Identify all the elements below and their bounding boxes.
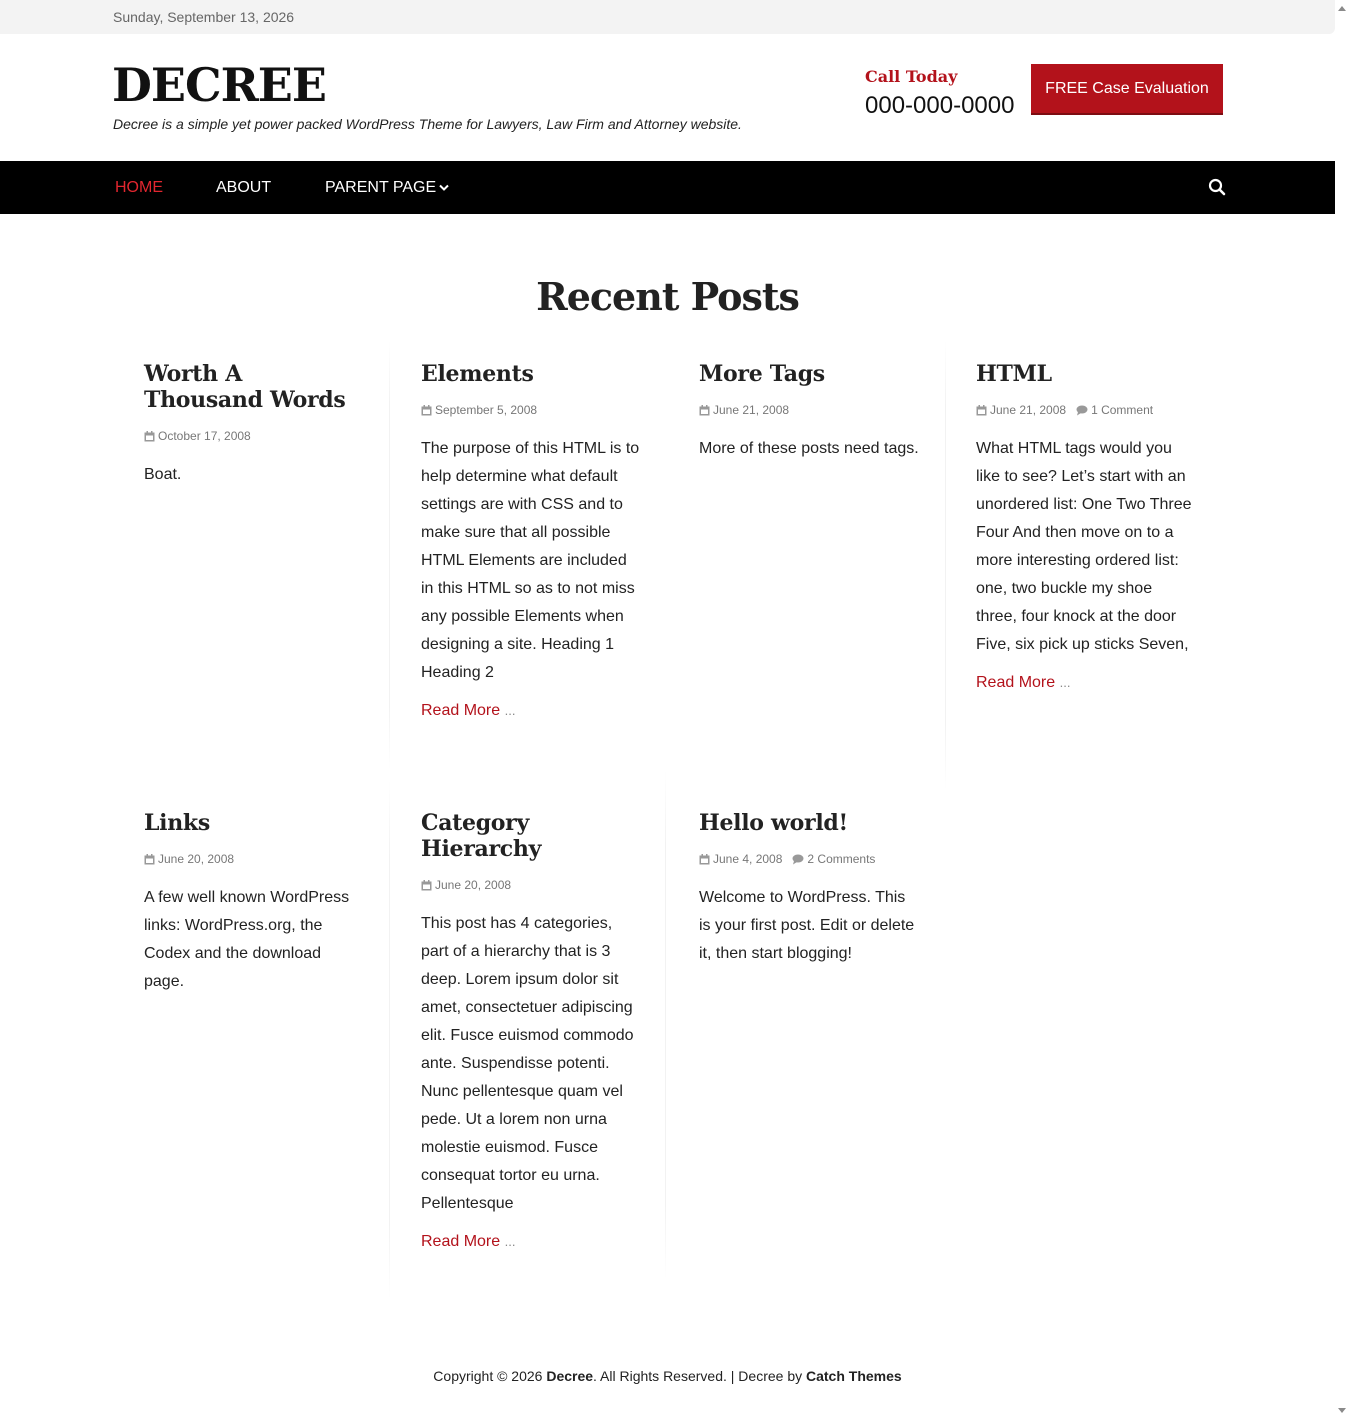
recent-posts-title: Recent Posts	[536, 274, 799, 319]
read-more-label[interactable]: Read More	[421, 702, 501, 719]
scroll-up-icon[interactable]	[1338, 6, 1346, 11]
search-icon[interactable]	[1208, 178, 1226, 196]
calendar-icon	[976, 405, 987, 416]
post-excerpt: This post has 4 categories, part of a hierarchy that is 3 deep. Lorem ipsum dolor sit amet, consectetuer adipiscing elit. Fusce euismod commodo ante. Suspendisse potenti. Nunc pellentesque quam vel pede. Ut a lorem non urna molestie euismod. Fusce consequat tortor eu urna. Pellentesque	[421, 915, 634, 1212]
post-excerpt: Boat.	[144, 466, 182, 483]
post-meta	[976, 403, 1196, 417]
post-title[interactable]: HTML	[976, 361, 1052, 387]
calendar-icon	[699, 854, 710, 865]
site-description: Decree is a simple yet power packed WordPress Theme for Lawyers, Law Firm and Attorney website.	[113, 116, 742, 132]
post-date[interactable]: June 20, 2008	[158, 852, 235, 866]
site-footer	[0, 1368, 1335, 1384]
footer-site-link[interactable]: Decree	[546, 1368, 594, 1384]
post-meta	[699, 403, 919, 417]
post-meta	[144, 852, 364, 866]
post-excerpt: What HTML tags would you like to see? Let’s start with an unordered list: One Two Three Four And then move on to a more interesting ordered list: one, two buckle my shoe three, four knock at the door Five, six pick up sticks Seven,	[976, 440, 1192, 653]
column-divider	[389, 780, 390, 1300]
post-date[interactable]: June 20, 2008	[435, 878, 512, 892]
post-excerpt: A few well known WordPress links: WordPress.org, the Codex and the download page.	[144, 889, 350, 990]
copyright-text: Copyright © 2026	[433, 1368, 547, 1384]
post-title[interactable]: Worth A Thousand Words	[144, 361, 346, 413]
post-meta	[699, 852, 919, 866]
column-divider	[665, 770, 666, 1280]
post-title[interactable]: Hello world!	[699, 810, 848, 836]
column-divider	[389, 340, 390, 770]
main-navigation	[0, 161, 1335, 214]
scroll-down-icon[interactable]	[1338, 1408, 1346, 1413]
nav-item-about[interactable]: ABOUT	[216, 179, 272, 196]
read-more-dots: ...	[1059, 675, 1071, 690]
read-more-link[interactable]	[976, 669, 1196, 697]
post-title[interactable]: Elements	[421, 361, 534, 387]
post-card	[144, 810, 364, 996]
post-card	[421, 810, 641, 1256]
calendar-icon	[699, 405, 710, 416]
comment-icon	[1076, 405, 1088, 416]
post-card	[699, 810, 919, 968]
current-date: Sunday, September 13, 2026	[113, 9, 295, 25]
read-more-dots: ...	[504, 703, 516, 718]
post-comments-label[interactable]: 2 Comments	[807, 852, 876, 866]
nav-item-home[interactable]: HOME	[115, 179, 163, 196]
site-header	[0, 34, 1335, 161]
read-more-dots: ...	[504, 1234, 516, 1249]
post-meta	[144, 429, 364, 443]
post-comments-label[interactable]: 1 Comment	[1091, 403, 1154, 417]
post-date[interactable]: September 5, 2008	[435, 403, 538, 417]
post-card	[976, 361, 1196, 697]
post-comments[interactable]	[1076, 403, 1153, 417]
calendar-icon	[421, 880, 432, 891]
nav-item-parent-page[interactable]: PARENT PAGE	[325, 179, 437, 196]
calendar-icon	[421, 405, 432, 416]
post-meta	[421, 878, 641, 892]
post-excerpt: Welcome to WordPress. This is your first post. Edit or delete it, then start blogging!	[699, 889, 915, 962]
post-title[interactable]: Links	[144, 810, 210, 836]
post-excerpt: The purpose of this HTML is to help determine what default settings are with CSS and to make sure that all possible HTML Elements are included in this HTML so as to not miss any possible Elements when designing a site. Heading 1 Heading 2	[421, 440, 640, 681]
free-case-evaluation-button[interactable]: FREE Case Evaluation	[1031, 64, 1223, 115]
read-more-link[interactable]	[421, 1228, 641, 1256]
call-today-label: Call Today	[865, 67, 958, 86]
post-card	[421, 361, 641, 725]
rights-text: . All Rights Reserved. | Decree by	[593, 1368, 806, 1384]
read-more-link[interactable]	[421, 697, 641, 725]
post-date[interactable]: June 21, 2008	[713, 403, 790, 417]
site-title[interactable]: DECREE	[112, 58, 326, 112]
post-date[interactable]: June 4, 2008	[713, 852, 783, 866]
column-divider	[945, 340, 946, 790]
post-excerpt: More of these posts need tags.	[699, 440, 919, 457]
post-title[interactable]: Category Hierarchy	[421, 810, 542, 862]
post-card	[699, 361, 919, 463]
footer-author-link[interactable]: Catch Themes	[806, 1368, 902, 1384]
vertical-scrollbar[interactable]	[1335, 0, 1350, 1419]
post-meta	[421, 403, 641, 417]
phone-number[interactable]: 000-000-0000	[865, 92, 1015, 119]
read-more-label[interactable]: Read More	[421, 1233, 501, 1250]
calendar-icon	[144, 431, 155, 442]
chevron-down-icon[interactable]	[439, 183, 449, 193]
post-date[interactable]: June 21, 2008	[990, 403, 1067, 417]
post-date[interactable]: October 17, 2008	[158, 429, 251, 443]
read-more-label[interactable]: Read More	[976, 674, 1056, 691]
comment-icon	[792, 854, 804, 865]
post-comments[interactable]	[792, 852, 875, 866]
post-title[interactable]: More Tags	[699, 361, 825, 387]
post-card	[144, 361, 364, 489]
top-bar	[0, 0, 1335, 34]
calendar-icon	[144, 854, 155, 865]
